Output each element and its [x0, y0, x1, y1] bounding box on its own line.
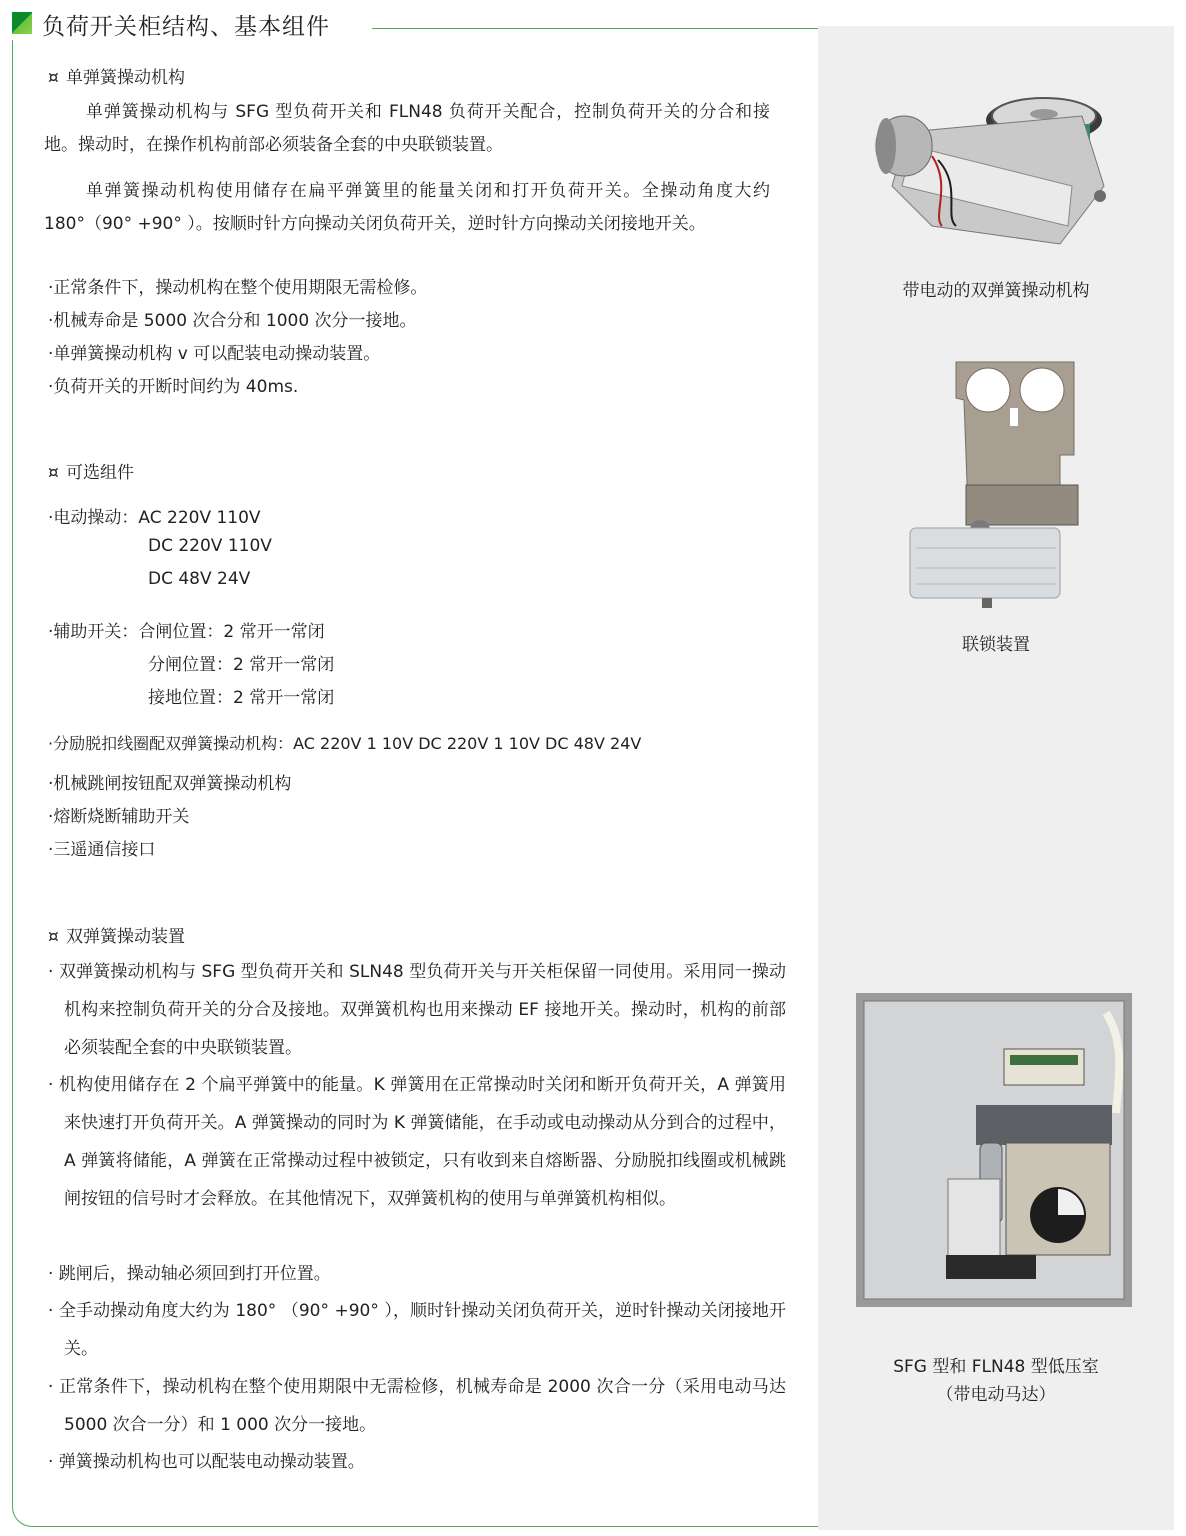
bullet-item: ·分励脱扣线圈配双弹簧操动机构：AC 220V 1 10V DC 220V 1 10V DC 48V 24V [48, 734, 642, 753]
section-heading-single-spring [48, 63, 185, 88]
bullet-item: ·单弹簧操动机构 v 可以配装电动操动装置。 [48, 344, 381, 364]
motor-spec-line: DC 220V 110V [148, 536, 272, 556]
figure-caption: （带电动马达） [936, 1385, 1056, 1405]
section-heading-optional [48, 458, 134, 483]
bullet-paragraph: · 全手动操动角度大约为 180° （90° +90° ），顺时针操动关闭负荷开关，逆时针操动关闭接地开关。 [48, 1301, 786, 1359]
bullet-paragraph: · 机构使用储存在 2 个扁平弹簧中的能量。K 弹簧用在正常操动时关闭和断开负荷开关，A 弹簧用来快速打开负荷开关。A 弹簧操动的同时为 K 弹簧储能，在手动或电动操动从分到合的过程中，A 弹簧将储能，A 弹簧在正常操动过程中被锁定，只有收到来自熔断器、分励脱扣线圈或机械跳闸按钮的信号时才会释放。在其他情况下，双弹簧机构的使用与单弹簧机构相似。 [48, 1075, 786, 1209]
bullet-item: ·三遥通信接口 [48, 840, 156, 860]
title-marker [12, 12, 32, 34]
figure-caption: 带电动的双弹簧操动机构 [902, 281, 1090, 301]
section-marker: ¤ [48, 463, 59, 483]
section-title: 双弹簧操动装置 [66, 927, 185, 947]
figure-caption: SFG 型和 FLN48 型低压室 [893, 1357, 1099, 1377]
bullet-item: ·机械寿命是 5000 次合分和 1000 次分一接地。 [48, 311, 417, 331]
double-spring-mechanism-photo [872, 76, 1122, 250]
section-marker: ¤ [48, 927, 59, 947]
aux-switch-spec: ·辅助开关：合闸位置：2 常开一常闭 [48, 622, 325, 642]
bullet-item: ·负荷开关的开断时间约为 40ms. [48, 377, 299, 397]
page-title: 负荷开关柜结构、基本组件 [42, 14, 330, 40]
bullet-paragraph: · 弹簧操动机构也可以配装电动操动装置。 [48, 1452, 365, 1472]
aux-switch-line: 接地位置：2 常开一常闭 [148, 688, 335, 708]
bullet-paragraph: · 双弹簧操动机构与 SFG 型负荷开关和 SLN48 型负荷开关与开关柜保留一同使用。采用同一操动机构来控制负荷开关的分合及接地。双弹簧机构也用来操动 EF 接地开关。操动时，机构的前部必须装配全套的中央联锁装置。 [48, 962, 786, 1058]
aux-switch-line: 分闸位置：2 常开一常闭 [148, 655, 335, 675]
section-heading-double-spring [48, 922, 185, 947]
bullet-paragraph: · 正常条件下，操动机构在整个使用期限中无需检修，机械寿命是 2000 次合一分（采用电动马达 5000 次合一分）和 1 000 次分一接地。 [48, 1377, 786, 1435]
bullet-paragraph: · 跳闸后，操动轴必须回到打开位置。 [48, 1264, 331, 1284]
title-rule [372, 28, 822, 29]
section-title: 单弹簧操动机构 [66, 68, 185, 88]
paragraph: 单弹簧操动机构与 SFG 型负荷开关和 FLN48 负荷开关配合，控制负荷开关的分合和接地。操动时，在操作机构前部必须装备全套的中央联锁装置。 [44, 102, 770, 155]
motor-spec-line: DC 48V 24V [148, 569, 251, 589]
low-voltage-compartment-photo [856, 993, 1132, 1307]
figure-caption: 联锁装置 [962, 635, 1030, 655]
interlock-device-photo [906, 360, 1086, 610]
bullet-item: ·机械跳闸按钮配双弹簧操动机构 [48, 774, 292, 794]
bullet-item: ·熔断烧断辅助开关 [48, 807, 190, 827]
section-marker: ¤ [48, 68, 59, 88]
paragraph: 单弹簧操动机构使用储存在扁平弹簧里的能量关闭和打开负荷开关。全操动角度大约 180°（90° +90° ）。按顺时针方向操动关闭负荷开关，逆时针方向操动关闭接地开关。 [44, 181, 770, 234]
section-title: 可选组件 [66, 463, 134, 483]
motor-spec: ·电动操动：AC 220V 110V [48, 508, 261, 528]
bullet-item: ·正常条件下，操动机构在整个使用期限无需检修。 [48, 278, 428, 298]
